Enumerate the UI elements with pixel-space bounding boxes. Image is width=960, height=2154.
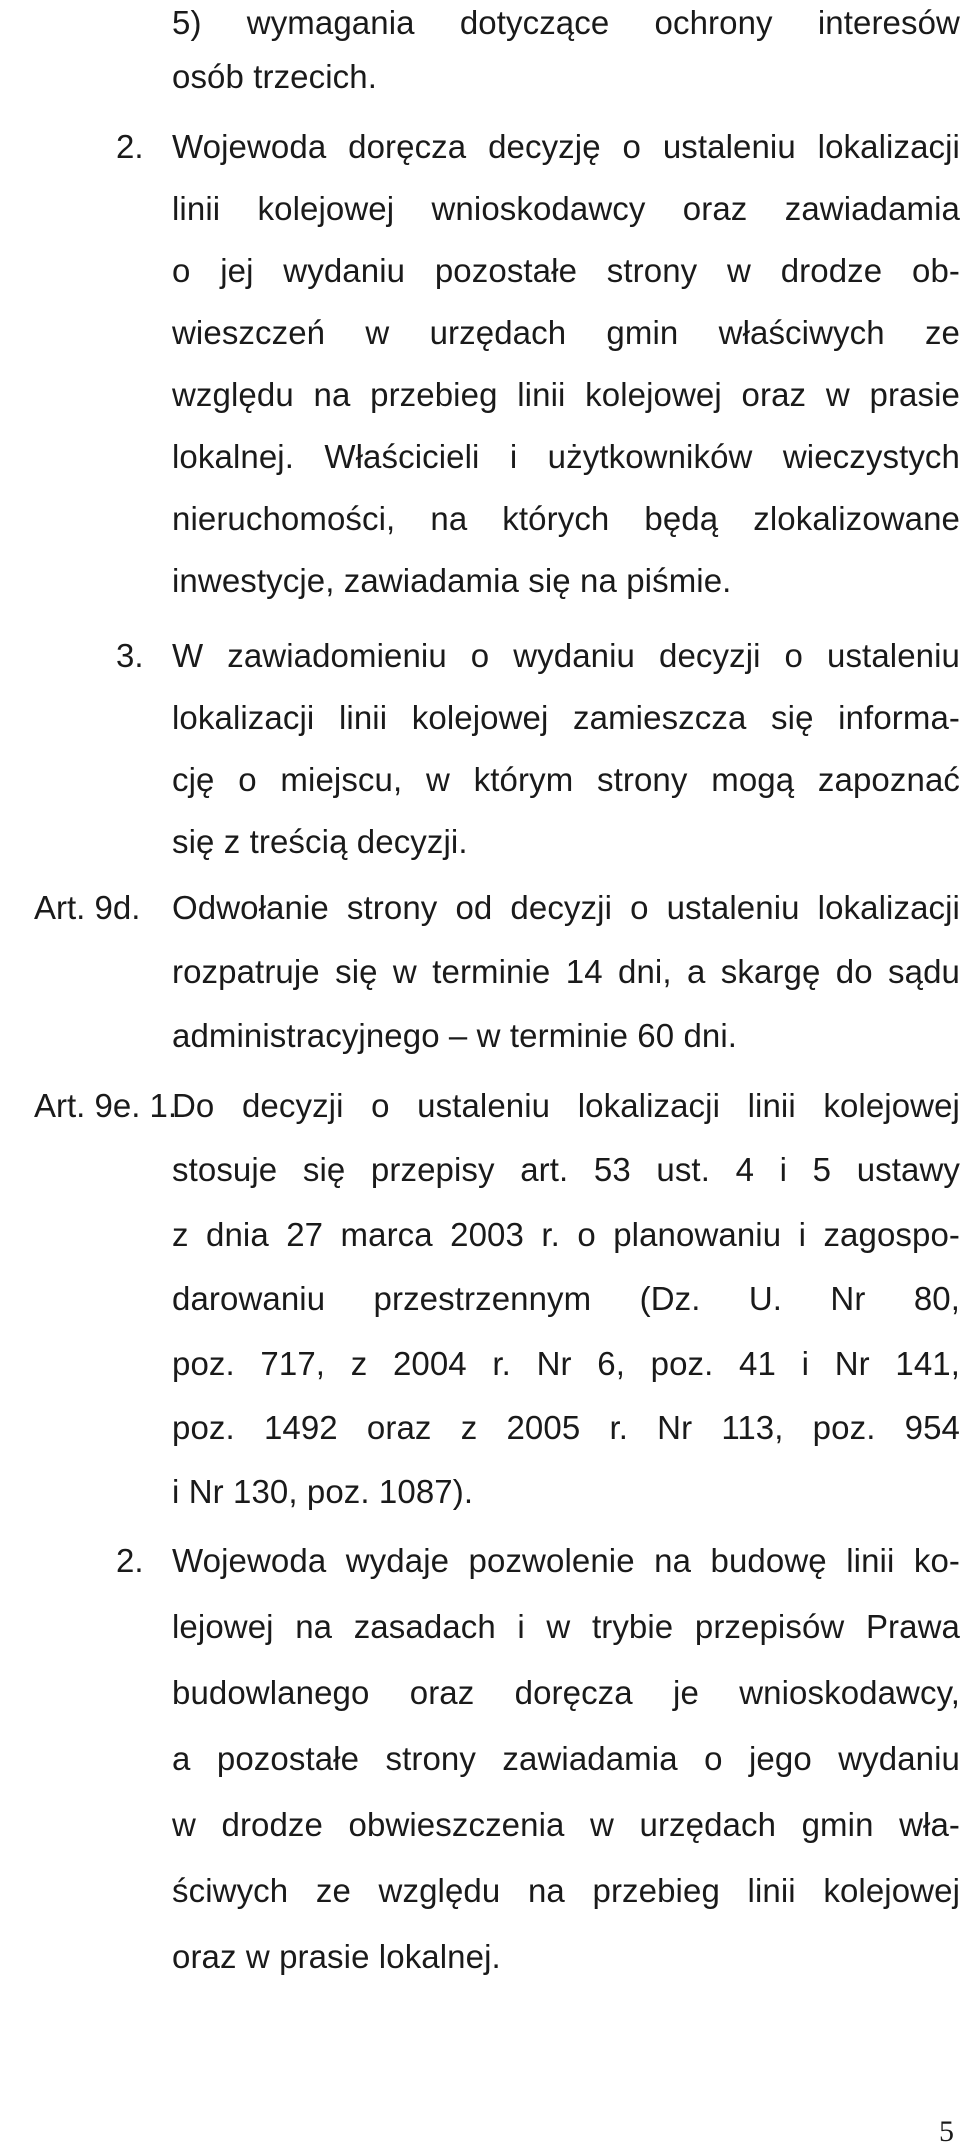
art-9e-2-line-1: Wojewoda wydaje pozwolenie na budowę linii ko- (172, 1542, 960, 1579)
art-9e-line-1: Do decyzji o ustaleniu lokalizacji linii kolejowej (172, 1087, 960, 1124)
para-3-number: 3. (116, 637, 144, 674)
art-9e-line-5: poz. 717, z 2004 r. Nr 6, poz. 41 i Nr 141, (172, 1345, 960, 1382)
art-9e-label: Art. 9e. 1. (34, 1087, 178, 1124)
art-9e-line-4: darowaniu przestrzennym (Dz. U. Nr 80, (172, 1280, 960, 1317)
page-number: 5 (939, 2115, 954, 2148)
art-9e-2-line-4: a pozostałe strony zawiadamia o jego wydaniu (172, 1740, 960, 1777)
para-2-line-3: o jej wydaniu pozostałe strony w drodze ob- (172, 252, 960, 289)
art-9e-line-7: i Nr 130, poz. 1087). (172, 1473, 474, 1510)
art-9d-line-2: rozpatruje się w terminie 14 dni, a skargę do sądu (172, 953, 960, 990)
art-9e-line-2: stosuje się przepisy art. 53 ust. 4 i 5 ustawy (172, 1151, 960, 1188)
art-9e-2-line-3: budowlanego oraz doręcza je wnioskodawcy, (172, 1674, 960, 1711)
art-9e-2-line-6: ściwych ze względu na przebieg linii kolejowej (172, 1872, 960, 1909)
para-2-line-5: względu na przebieg linii kolejowej oraz w prasie (172, 376, 960, 413)
item-5-line-2: osób trzecich. (172, 58, 377, 95)
para-2-line-2: linii kolejowej wnioskodawcy oraz zawiadamia (172, 190, 960, 227)
para-2-line-7: nieruchomości, na których będą zlokalizowane (172, 500, 960, 537)
para-3-line-3: cję o miejscu, w którym strony mogą zapoznać (172, 761, 960, 798)
para-2-line-1: Wojewoda doręcza decyzję o ustaleniu lokalizacji (172, 128, 960, 165)
art-9e-line-6: poz. 1492 oraz z 2005 r. Nr 113, poz. 954 (172, 1409, 960, 1446)
para-3-line-1: W zawiadomieniu o wydaniu decyzji o ustaleniu (172, 637, 960, 674)
art-9e-line-3: z dnia 27 marca 2003 r. o planowaniu i zagospo- (172, 1216, 960, 1253)
para-3-line-4: się z treścią decyzji. (172, 823, 468, 860)
para-2-line-6: lokalnej. Właścicieli i użytkowników wieczystych (172, 438, 960, 475)
art-9d-line-3: administracyjnego – w terminie 60 dni. (172, 1017, 738, 1054)
art-9e-2-number: 2. (116, 1542, 144, 1579)
art-9d-line-1: Odwołanie strony od decyzji o ustaleniu lokalizacji (172, 889, 960, 926)
para-2-line-8: inwestycje, zawiadamia się na piśmie. (172, 562, 732, 599)
para-2-number: 2. (116, 128, 144, 165)
item-5-line-1: 5) wymagania dotyczące ochrony interesów (172, 4, 960, 41)
para-2-line-4: wieszczeń w urzędach gmin właściwych ze (172, 314, 960, 351)
art-9e-2-line-5: w drodze obwieszczenia w urzędach gmin wła- (172, 1806, 960, 1843)
art-9e-2-line-2: lejowej na zasadach i w trybie przepisów Prawa (172, 1608, 960, 1645)
art-9e-2-line-7: oraz w prasie lokalnej. (172, 1938, 501, 1975)
para-3-line-2: lokalizacji linii kolejowej zamieszcza się informa- (172, 699, 960, 736)
art-9d-label: Art. 9d. (34, 889, 141, 926)
